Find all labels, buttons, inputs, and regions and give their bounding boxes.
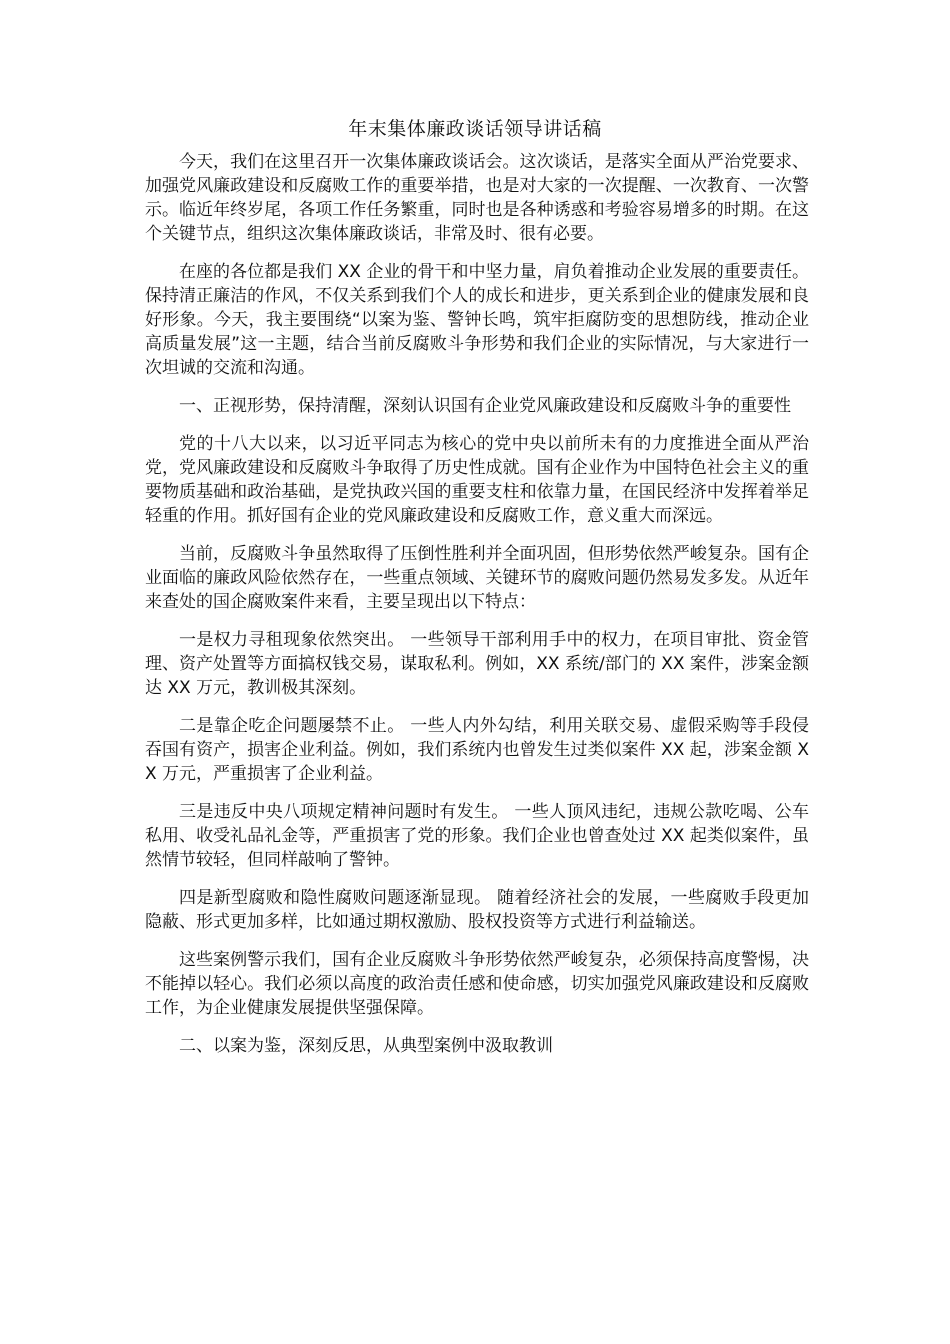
point-2: 二是靠企吃企问题屡禁不止。 一些人内外勾结，利用关联交易、虚假采购等手段侵吞国有资产，损害企业利益。例如，我们系统内也曾发生过类似案件 XX 起，涉案金额 XX 万元，严重损害了企业利益。 <box>145 716 809 784</box>
point-1: 一是权力寻租现象依然突出。 一些领导干部利用手中的权力，在项目审批、资金管理、资产处置等方面搞权钱交易，谋取私利。例如，XX 系统/部门的 XX 案件，涉案金额达 XX 万元，教训极其深刻。 <box>145 630 809 698</box>
document-body <box>145 150 809 1072</box>
point-4: 四是新型腐败和隐性腐败问题逐渐显现。 随着经济社会的发展，一些腐败手段更加隐蔽、形式更加多样，比如通过期权激励、股权投资等方式进行利益输送。 <box>145 888 809 932</box>
paragraph-3: 党的十八大以来，以习近平同志为核心的党中央以前所未有的力度推进全面从严治党，党风廉政建设和反腐败斗争取得了历史性成就。国有企业作为中国特色社会主义的重要物质基础和政治基础，是党执政兴国的重要支柱和依靠力量，在国民经济中发挥着举足轻重的作用。抓好国有企业的党风廉政建设和反腐败工作，意义重大而深远。 <box>145 434 809 526</box>
section-heading-1: 一、正视形势，保持清醒，深刻认识国有企业党风廉政建设和反腐败斗争的重要性 <box>179 396 791 416</box>
point-3: 三是违反中央八项规定精神问题时有发生。 一些人顶风违纪，违规公款吃喝、公车私用、收受礼品礼金等，严重损害了党的形象。我们企业也曾查处过 XX 起类似案件，虽然情节较轻，但同样敲响了警钟。 <box>145 802 809 870</box>
document-title: 年末集体廉政谈话领导讲话稿 <box>348 118 602 140</box>
paragraph-2: 在座的各位都是我们 XX 企业的骨干和中坚力量，肩负着推动企业发展的重要责任。保持清正廉洁的作风，不仅关系到我们个人的成长和进步，更关系到企业的健康发展和良好形象。今天，我主要围绕“以案为鉴、警钟长鸣，筑牢拒腐防变的思想防线，推动企业高质量发展”这一主题，结合当前反腐败斗争形势和我们企业的实际情况，与大家进行一次坦诚的交流和沟通。 <box>145 262 809 378</box>
paragraph-5: 这些案例警示我们，国有企业反腐败斗争形势依然严峻复杂，必须保持高度警惕，决不能掉以轻心。我们必须以高度的政治责任感和使命感，切实加强党风廉政建设和反腐败工作，为企业健康发展提供坚强保障。 <box>145 950 809 1018</box>
paragraph-4: 当前，反腐败斗争虽然取得了压倒性胜利并全面巩固，但形势依然严峻复杂。国有企业面临的廉政风险依然存在，一些重点领域、关键环节的腐败问题仍然易发多发。从近年来查处的国企腐败案件来看，主要呈现出以下特点： <box>145 544 809 612</box>
paragraph-1: 今天，我们在这里召开一次集体廉政谈话会。这次谈话，是落实全面从严治党要求、加强党风廉政建设和反腐败工作的重要举措，也是对大家的一次提醒、一次教育、一次警示。临近年终岁尾，各项工作任务繁重，同时也是各种诱惑和考验容易增多的时期。在这个关键节点，组织这次集体廉政谈话，非常及时、很有必要。 <box>145 152 809 244</box>
section-heading-2: 二、以案为鉴，深刻反思，从典型案例中汲取教训 <box>179 1036 553 1056</box>
